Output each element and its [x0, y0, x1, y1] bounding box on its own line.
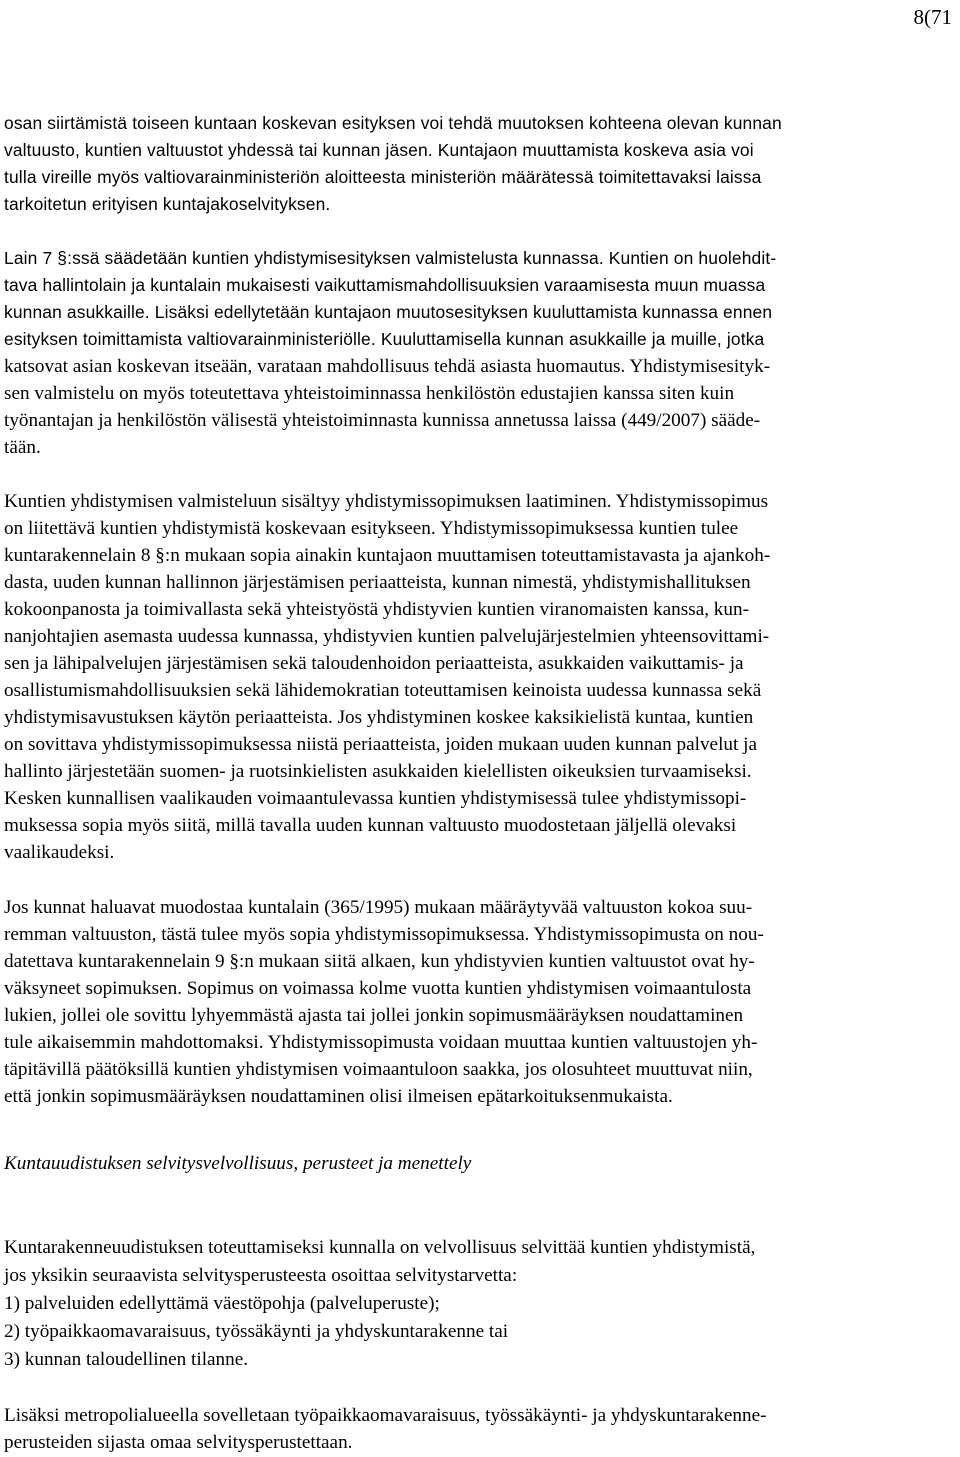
text-line: muksessa sopia myös siitä, millä tavalla uuden kunnan valtuusto muodostetaan jäljellä olevaksi: [4, 815, 737, 836]
text-line: täpitävillä päätöksillä kuntien yhdistymisen voimaantuloon saakka, jos olosuhteet muuttuvat niin,: [4, 1059, 753, 1080]
text-line: Jos kunnat haluavat muodostaa kuntalain (365/1995) mukaan määräytyvää valtuuston kokoa suu-: [4, 897, 753, 918]
text-line: hallinto järjestetään suomen- ja ruotsinkielisten asukkaiden kielellisten oikeuksien turvaamiseksi.: [4, 761, 752, 782]
text-line: valtuusto, kuntien valtuustot yhdessä tai kunnan jäsen. Kuntajaon muuttamista koskeva asia voi: [4, 140, 754, 160]
text-line: nanjohtajien asemasta uudessa kunnassa, yhdistyvien kuntien palvelujärjestelmien yhteensovittami-: [4, 626, 770, 647]
text-line: katsovat asian koskevan itseään, varataan mahdollisuus tehdä asiasta huomautus. Yhdistymisesityk-: [4, 356, 771, 377]
list-item: 1) palveluiden edellyttämä väestöpohja (palveluperuste);: [4, 1293, 440, 1314]
text-line: tava hallintolain ja kuntalain mukaisesti vaikuttamismahdollisuuksien varaamisesta muun muassa: [4, 275, 766, 295]
text-line: Lisäksi metropolialueella sovelletaan työpaikkaomavaraisuus, työssäkäynti- ja yhdyskuntarakenne-: [4, 1405, 767, 1426]
page-number: 8(71: [913, 5, 952, 29]
text-line: dasta, uuden kunnan hallinnon järjestämisen periaatteista, kunnan nimestä, yhdistymishallituksen: [4, 572, 751, 593]
text-line: yhdistymisavustuksen käytön periaatteista. Jos yhdistyminen koskee kaksikielistä kuntaa, kuntien: [4, 707, 754, 728]
text-line: sen ja lähipalvelujen järjestämisen sekä taloudenhoidon periaatteista, asukkaiden vaikuttamis- ja: [4, 653, 744, 674]
text-line: perusteiden sijasta omaa selvitysperustettaan.: [4, 1432, 353, 1453]
text-line: kunnan asukkaille. Lisäksi edellytetään kuntajaon muutosesityksen kuuluttamista kunnassa ennen: [4, 302, 773, 322]
list-item: 2) työpaikkaomavaraisuus, työssäkäynti ja yhdyskuntarakenne tai: [4, 1321, 509, 1342]
text-line: on sovittava yhdistymissopimuksessa niistä periaatteista, joiden mukaan uuden kunnan palvelut ja: [4, 734, 757, 755]
text-line: Kesken kunnallisen vaalikauden voimaantulevassa kuntien yhdistymisessä tulee yhdistymissopi-: [4, 788, 747, 809]
section-heading: Kuntauudistuksen selvitysvelvollisuus, perusteet ja menettely: [4, 1153, 472, 1174]
text-line: että jonkin sopimusmääräyksen noudattaminen olisi ilmeisen epätarkoituksenmukaista.: [4, 1086, 673, 1107]
text-line: lukien, jollei ole sovittu lyhyemmästä ajasta tai jollei jonkin sopimusmääräyksen noudattaminen: [4, 1005, 744, 1026]
text-line: työnantajan ja henkilöstön välisestä yhteistoiminnasta kunnissa annetussa laissa (449/2007) sääde-: [4, 410, 761, 431]
text-line: on liitettävä kuntien yhdistymistä koskevaan esitykseen. Yhdistymissopimuksessa kuntien tulee: [4, 518, 739, 539]
text-line: tule aikaisemmin mahdottomaksi. Yhdistymissopimusta voidaan muuttaa kuntien valtuustojen yh-: [4, 1032, 758, 1053]
text-line: remman valtuuston, tästä tulee myös sopia yhdistymissopimuksessa. Yhdistymissopimusta on nou-: [4, 924, 764, 945]
text-line: tulla vireille myös valtiovarainministeriön aloitteesta ministeriön määrätessä toimitettavaksi laissa: [4, 167, 762, 187]
text-line: sen valmistelu on myös toteutettava yhteistoiminnassa henkilöstön edustajien kanssa siten kuin: [4, 383, 735, 404]
list-item: 3) kunnan taloudellinen tilanne.: [4, 1349, 249, 1370]
text-line: osallistumismahdollisuuksien sekä lähidemokratian toteuttamisen keinoista uudessa kunnassa sekä: [4, 680, 762, 701]
text-line: datettava kuntarakennelain 9 §:n mukaan siitä alkaen, kun yhdistyvien kuntien valtuustot ovat hy-: [4, 951, 755, 972]
text-line: osan siirtämistä toiseen kuntaan koskevan esityksen voi tehdä muutoksen kohteena olevan kunnan: [4, 113, 782, 133]
text-line: esityksen toimittamista valtiovarainministeriölle. Kuuluttamisella kunnan asukkaille ja muille, jotka: [4, 329, 765, 349]
text-line: vaalikaudeksi.: [4, 842, 115, 863]
text-line: tään.: [4, 437, 41, 458]
text-line: Kuntien yhdistymisen valmisteluun sisältyy yhdistymissopimuksen laatiminen. Yhdistymissopimus: [4, 491, 769, 512]
text-line: Lain 7 §:ssä säädetään kuntien yhdistymisesityksen valmistelusta kunnassa. Kuntien on huolehdit-: [4, 248, 777, 268]
text-line: Kuntarakenneuudistuksen toteuttamiseksi kunnalla on velvollisuus selvittää kuntien yhdistymistä,: [4, 1237, 756, 1258]
text-line: kokoonpanosta ja toimivallasta sekä yhteistyöstä yhdistyvien kuntien viranomaisten kanssa, kun-: [4, 599, 749, 620]
text-line: väksyneet sopimuksen. Sopimus on voimassa kolme vuotta kuntien yhdistymisen voimaantulosta: [4, 978, 752, 999]
text-line: tarkoitetun erityisen kuntajakoselvityksen.: [4, 194, 331, 214]
text-line: jos yksikin seuraavista selvitysperusteesta osoittaa selvitystarvetta:: [4, 1265, 518, 1286]
text-line: kuntarakennelain 8 §:n mukaan sopia ainakin kuntajaon muuttamisen toteuttamistavasta ja ajankoh-: [4, 545, 771, 566]
